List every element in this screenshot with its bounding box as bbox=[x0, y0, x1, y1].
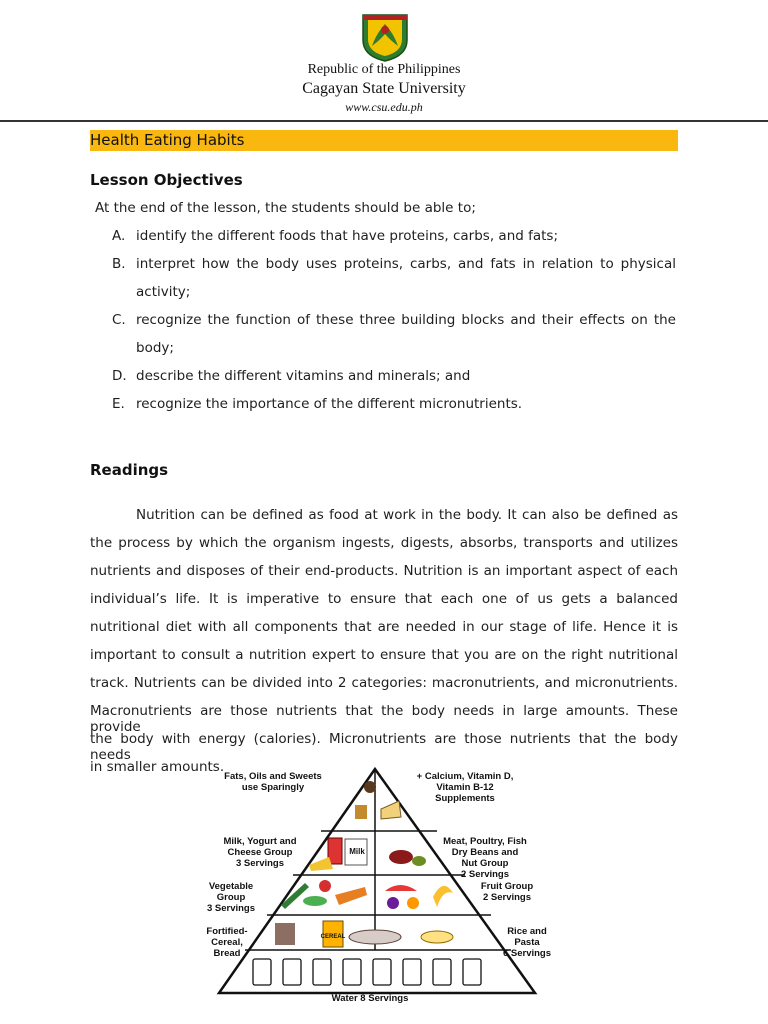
objective-letter: A. bbox=[112, 228, 126, 244]
readings-line: the body with energy (calories). Micronutrients are those nutrients that the body needs bbox=[90, 731, 678, 763]
objective-text: recognize the function of these three building blocks and their effects on the bbox=[136, 312, 676, 328]
pyramid-label-fats: Fats, Oils and Sweets use Sparingly bbox=[224, 771, 322, 793]
readings-line: nutrients and disposes of their end-products. Nutrition is an important aspect of each bbox=[90, 563, 678, 579]
cereal-box-text: CEREAL bbox=[320, 934, 346, 940]
milk-carton-text: Milk bbox=[349, 847, 365, 856]
objective-text: identify the different foods that have proteins, carbs, and fats; bbox=[136, 228, 559, 244]
objective-text: describe the different vitamins and minerals; and bbox=[136, 368, 471, 384]
university-name: Cagayan State University bbox=[302, 80, 466, 97]
pyramid-label-milk: Milk, Yogurt and Cheese Group 3 Servings bbox=[223, 836, 297, 869]
pyramid-label-rice: Rice and Pasta 6 Servings bbox=[502, 926, 552, 959]
objective-letter: B. bbox=[112, 256, 126, 272]
header-divider bbox=[0, 120, 768, 122]
readings-line: the process by which the organism ingests, digests, absorbs, transports and utilizes bbox=[90, 535, 678, 551]
pyramid-label-meat: Meat, Poultry, Fish Dry Beans and Nut Group 2 Servings bbox=[443, 836, 527, 880]
pyramid-label-fruit: Fruit Group 2 Servings bbox=[480, 881, 534, 903]
readings-line: important to consult a nutrition expert to ensure that you are on the right nutritional bbox=[90, 647, 678, 663]
republic-line: Republic of the Philippines bbox=[307, 62, 461, 77]
readings-line: track. Nutrients can be divided into 2 categories: macronutrients, and micronutrients. bbox=[90, 675, 678, 691]
page-title: Health Eating Habits bbox=[90, 131, 245, 149]
objective-text: body; bbox=[136, 340, 174, 356]
objective-text: activity; bbox=[136, 284, 191, 300]
objective-letter: E. bbox=[112, 396, 125, 412]
objectives-intro: At the end of the lesson, the students should be able to; bbox=[95, 200, 476, 216]
pyramid-label-water: Water 8 Servings bbox=[331, 993, 409, 1004]
readings-line: Macronutrients are those nutrients that the body needs in large amounts. These provide bbox=[90, 703, 678, 735]
university-seal-logo bbox=[360, 12, 410, 62]
objective-letter: C. bbox=[112, 312, 126, 328]
objective-text: interpret how the body uses proteins, carbs, and fats in relation to physical bbox=[136, 256, 676, 272]
pyramid-label-cereal: Fortified- Cereal, Bread bbox=[206, 926, 248, 959]
objective-text: recognize the importance of the different micronutrients. bbox=[136, 396, 523, 412]
pyramid-label-calcium: + Calcium, Vitamin D, Vitamin B-12 Supplements bbox=[416, 771, 514, 804]
readings-line: in smaller amounts. bbox=[90, 759, 225, 775]
readings-heading: Readings bbox=[90, 461, 169, 479]
readings-line: nutritional diet with all components that are needed in our stage of life. Hence it is bbox=[90, 619, 678, 635]
objective-letter: D. bbox=[112, 368, 127, 384]
pyramid-label-vegetable: Vegetable Group 3 Servings bbox=[206, 881, 256, 914]
readings-line: individual’s life. It is imperative to ensure that each one of us gets a balanced bbox=[90, 591, 678, 607]
objectives-heading: Lesson Objectives bbox=[90, 171, 243, 189]
readings-line: Nutrition can be defined as food at work in the body. It can also be defined as bbox=[136, 507, 678, 523]
university-website: www.csu.edu.ph bbox=[345, 100, 423, 114]
